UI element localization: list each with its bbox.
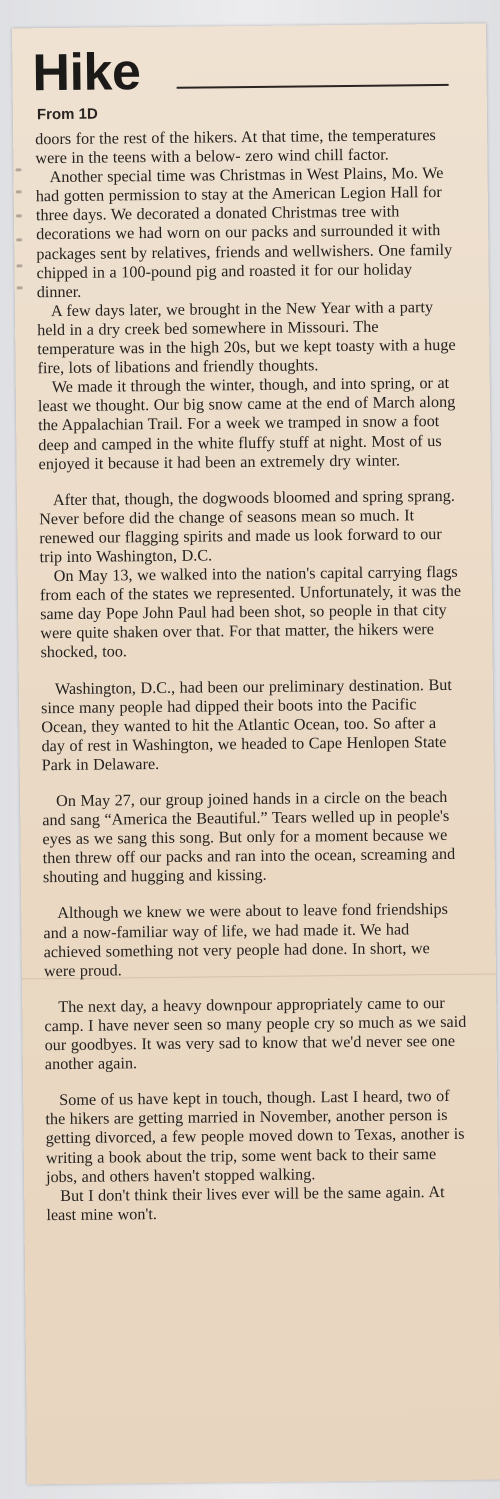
headline-rule bbox=[177, 84, 449, 89]
jump-line: From 1D bbox=[36, 105, 98, 124]
newspaper-clipping bbox=[12, 24, 500, 1485]
headline-row bbox=[32, 40, 473, 107]
paragraph-7: Washington, D.C., had been our preliminary destination. But since many people had dipped their boots into the Pacific Ocean, they wanted to hit the Atlantic Ocean, too. So after a day of rest in Washington, we headed to Cape Henlopen State Park in Delaware. bbox=[41, 675, 452, 775]
paragraph-6: On May 13, we walked into the nation's capital carrying flags from each of the states we represented. Unfortunately, it was the same day Pope John Paul had been shot, so people in that city were quite shaken over that. For that matter, the hikers were shocked, too. bbox=[39, 562, 462, 662]
paragraph-5: After that, though, the dogwoods bloomed and spring sprang. Never before did the change of seasons mean so much. It renewed our flagging spirits and made us look forward to our trip into Washington, D.C. bbox=[39, 486, 455, 567]
paragraph-9: Although we knew we were about to leave fond friendships and a now-familiar way of life, we had made it. We had achieved something not very people had done. In short, we were proud. bbox=[43, 900, 449, 980]
torn-edge-marks bbox=[15, 168, 26, 308]
paragraph-3: A few days later, we brought in the New Year with a party held in a dry creek bed somewhere in Missouri. The temperature was in the high 20s, but we kept toasty with a huge fire, lots of libations and friendly thoughts. bbox=[37, 297, 456, 378]
paragraph-1: doors for the rest of the hikers. At that time, the temperatures were in the teens with a below- zero wind chill factor. bbox=[35, 126, 436, 168]
headline: Hike bbox=[32, 43, 141, 103]
paragraph-10: The next day, a heavy downpour appropriately came to our camp. I have never seen so many people cry so much as we said our goodbyes. It was very sad to know that we'd never see one another again. bbox=[44, 993, 467, 1074]
paragraph-12: But I don't think their lives ever will be the same again. At least mine won't. bbox=[46, 1182, 445, 1224]
article-body bbox=[35, 126, 468, 1225]
paragraph-4: We made it through the winter, though, and into spring, or at least we thought. Our big snow came at the end of March along the Appalachian Trail. For a week we tramped in snow a foot deep and camped in the white fluffy stuff at night. Most of us enjoyed it because it had been an extremely dry winter. bbox=[37, 374, 456, 473]
paragraph-8: On May 27, our group joined hands in a circle on the beach and sang “America the Beautiful.” Tears welled up in people's eyes as we sang this song. But only for a moment because we then threw off our packs and ran into the ocean, screaming and shouting and hugging and kissing. bbox=[42, 787, 456, 887]
paragraph-11: Some of us have kept in touch, though. Last I heard, two of the hikers are getting married in November, another person is getting divorced, a few people moved down to Texas, another is writing a book about the trip, some went back to their same jobs, and others haven't stopped walking. bbox=[45, 1087, 465, 1186]
paragraph-2: Another special time was Christmas in West Plains, Mo. We had gotten permission to stay at the American Legion Hall for three days. We decorated a donated Christmas tree with decorations we had worn on our packs and surrounded it with packages sent by relatives, friends and wellwishers. One family chipped in a 100-pound pig and roasted it for our holiday dinner. bbox=[35, 164, 453, 301]
